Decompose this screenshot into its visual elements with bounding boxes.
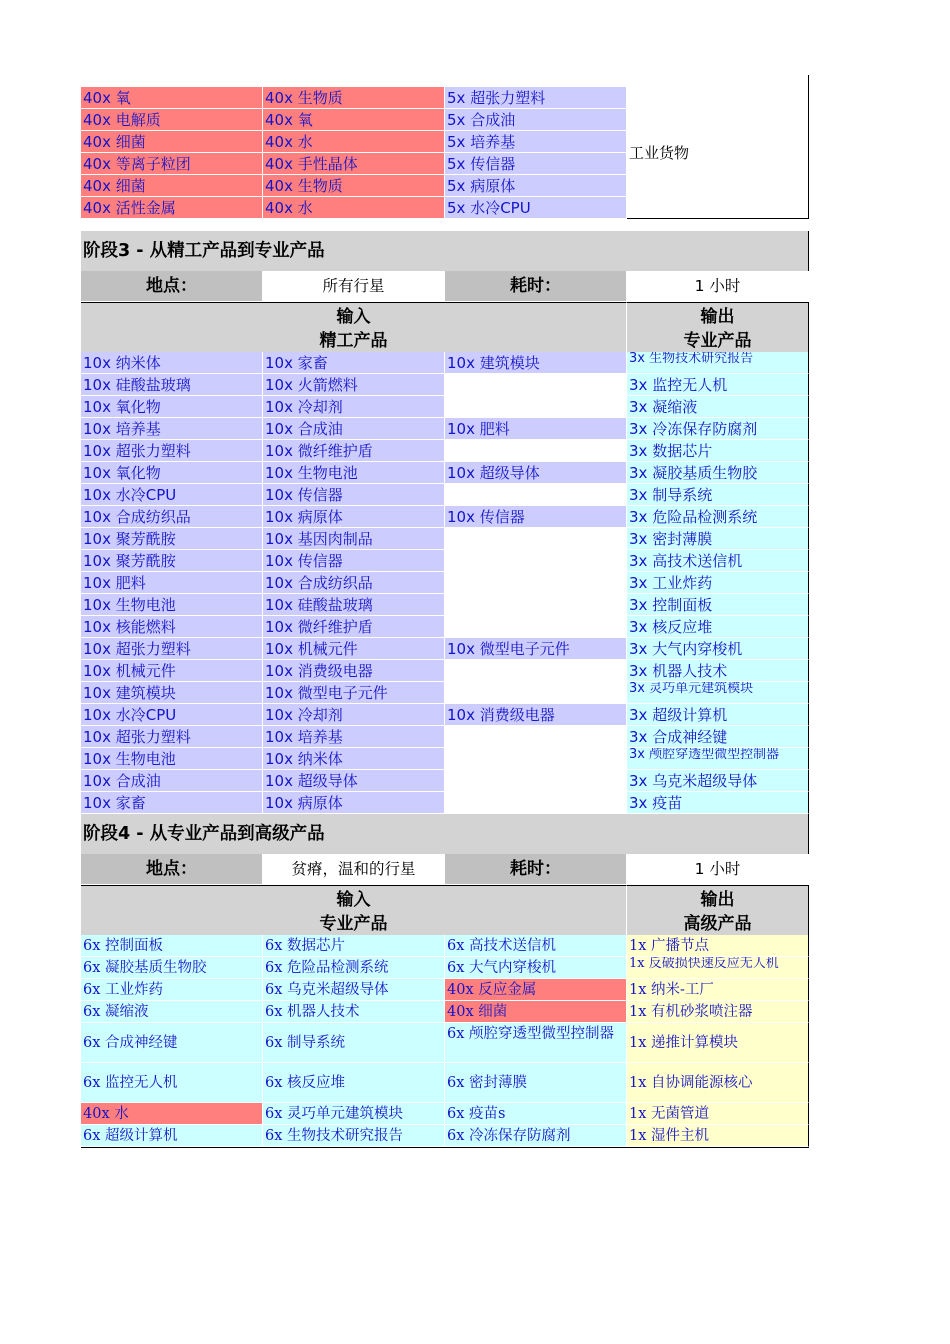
input-cell: 10x 超张力塑料: [81, 440, 263, 462]
stage4-title: 阶段4 - 从专业产品到高级产品: [81, 814, 809, 854]
input-cell: [445, 792, 627, 814]
input-cell: 10x 生物电池: [81, 594, 263, 616]
input-cell: 10x 家畜: [263, 352, 445, 374]
input-cell: 6x 颅腔穿透型微型控制器: [445, 1023, 627, 1063]
input-cell: 10x 火箭燃料: [263, 374, 445, 396]
input-cell: 6x 核反应堆: [263, 1063, 445, 1103]
time-value: 1 小时: [627, 271, 809, 302]
table-row: [81, 109, 627, 131]
input-cell: [445, 396, 627, 418]
table-row: [81, 979, 809, 1001]
input-cell: 10x 纳米体: [263, 748, 445, 770]
output-cell: 3x 高技术送信机: [627, 550, 809, 572]
output-header: [627, 302, 809, 352]
time-value: 1 小时: [627, 854, 809, 885]
input-cell: 6x 危险品检测系统: [263, 957, 445, 979]
input-cell: 10x 合成油: [81, 770, 263, 792]
input-cell: 10x 超级导体: [445, 462, 627, 484]
table-row: [81, 594, 809, 616]
input-cell: 6x 冷冻保存防腐剂: [445, 1125, 627, 1147]
input-cell: 10x 建筑模块: [81, 682, 263, 704]
input-cell: 10x 传信器: [263, 550, 445, 572]
input-cell: [445, 550, 627, 572]
input-cell: 40x 反应金属: [445, 979, 627, 1001]
time-label: 耗时：: [445, 271, 627, 302]
output-cell: 1x 递推计算模块: [627, 1023, 809, 1063]
location-label: 地点：: [81, 854, 263, 885]
cell: 40x 生物质: [263, 175, 445, 197]
input-cell: 10x 生物电池: [81, 748, 263, 770]
table-row: [81, 638, 809, 660]
stage2-block: [81, 87, 809, 219]
input-cell: 10x 纳米体: [81, 352, 263, 374]
output-cell: 3x 密封薄膜: [627, 528, 809, 550]
table-row: [81, 153, 627, 175]
output-cell: 1x 广播节点: [627, 935, 809, 957]
input-cell: 6x 合成神经键: [81, 1023, 263, 1063]
output-cell: 3x 生物技术研究报告: [627, 352, 809, 374]
input-cell: 10x 基因肉制品: [263, 528, 445, 550]
input-header: [81, 302, 627, 352]
input-cell: [445, 660, 627, 682]
cell: 40x 等离子粒团: [81, 153, 263, 175]
input-cell: 10x 微型电子元件: [445, 638, 627, 660]
cell: 40x 电解质: [81, 109, 263, 131]
input-cell: 10x 氧化物: [81, 462, 263, 484]
input-cell: 10x 微纤维护盾: [263, 616, 445, 638]
input-cell: 10x 核能燃料: [81, 616, 263, 638]
output-cell: 1x 反破损快速反应无人机: [627, 957, 809, 979]
output-cell: 3x 大气内穿梭机: [627, 638, 809, 660]
input-cell: 10x 家畜: [81, 792, 263, 814]
location-value: 贫瘠，温和的行星: [263, 854, 445, 885]
output-cell: 3x 超级计算机: [627, 704, 809, 726]
table-row: [81, 440, 809, 462]
input-cell: 6x 机器人技术: [263, 1001, 445, 1023]
table-row: [81, 175, 627, 197]
table-row: [81, 682, 809, 704]
input-cell: 10x 硅酸盐玻璃: [81, 374, 263, 396]
cell: 40x 氧: [263, 109, 445, 131]
location-value: 所有行星: [263, 271, 445, 302]
input-cell: [445, 484, 627, 506]
input-cell: [445, 594, 627, 616]
input-cell: [445, 726, 627, 748]
output-cell: 3x 工业炸药: [627, 572, 809, 594]
table-row: [81, 396, 809, 418]
table-row: [81, 748, 809, 770]
table-row: [81, 572, 809, 594]
input-cell: [445, 528, 627, 550]
table-row: [81, 87, 627, 109]
cell: 5x 传信器: [445, 153, 627, 175]
input-cell: 40x 细菌: [445, 1001, 627, 1023]
input-cell: [445, 748, 627, 770]
table-row: [81, 131, 627, 153]
input-cell: 6x 超级计算机: [81, 1125, 263, 1147]
output-cell: 3x 冷冻保存防腐剂: [627, 418, 809, 440]
output-cell: 3x 合成神经键: [627, 726, 809, 748]
table-row: [81, 1103, 809, 1125]
output-cell: 3x 危险品检测系统: [627, 506, 809, 528]
input-cell: [445, 682, 627, 704]
table-row: [81, 462, 809, 484]
input-cell: [445, 770, 627, 792]
stage3-title: 阶段3 - 从精工产品到专业产品: [81, 231, 809, 271]
input-cell: 10x 病原体: [263, 506, 445, 528]
input-cell: 10x 超级导体: [263, 770, 445, 792]
output-cell: 1x 无菌管道: [627, 1103, 809, 1125]
input-cell: 10x 合成纺织品: [263, 572, 445, 594]
cell: 5x 超张力塑料: [445, 87, 627, 109]
table-row: [81, 660, 809, 682]
input-cell: 10x 合成纺织品: [81, 506, 263, 528]
time-label: 耗时：: [445, 854, 627, 885]
output-subtitle: 高级产品: [683, 914, 752, 934]
input-cell: 6x 大气内穿梭机: [445, 957, 627, 979]
input-subtitle: 精工产品: [319, 331, 388, 351]
stage4-rows: [81, 935, 809, 1148]
cell: 5x 病原体: [445, 175, 627, 197]
output-cell: 3x 控制面板: [627, 594, 809, 616]
stage2-output-cell: 工业货物: [627, 75, 809, 219]
output-cell: 3x 灵巧单元建筑模块: [627, 682, 809, 704]
input-cell: 10x 硅酸盐玻璃: [263, 594, 445, 616]
stage4-header: [81, 885, 809, 935]
input-cell: 10x 聚芳酰胺: [81, 528, 263, 550]
input-cell: 6x 高技术送信机: [445, 935, 627, 957]
input-cell: 10x 机械元件: [81, 660, 263, 682]
table-row: [81, 935, 809, 957]
spreadsheet: [81, 87, 809, 1148]
cell: 40x 手性晶体: [263, 153, 445, 175]
table-row: [81, 550, 809, 572]
table-row: [81, 506, 809, 528]
input-cell: 40x 水: [81, 1103, 263, 1125]
table-row: [81, 1125, 809, 1147]
input-cell: 10x 氧化物: [81, 396, 263, 418]
table-row: [81, 197, 627, 219]
output-cell: 1x 自协调能源核心: [627, 1063, 809, 1103]
cell: 40x 氧: [81, 87, 263, 109]
input-cell: 6x 凝缩液: [81, 1001, 263, 1023]
stage3-meta-row: [81, 271, 809, 302]
output-cell: 3x 核反应堆: [627, 616, 809, 638]
table-row: [81, 1023, 809, 1063]
input-cell: 6x 控制面板: [81, 935, 263, 957]
input-header: [81, 885, 627, 935]
input-cell: 6x 生物技术研究报告: [263, 1125, 445, 1147]
input-cell: 10x 生物电池: [263, 462, 445, 484]
table-row: [81, 1001, 809, 1023]
output-cell: 3x 疫苗: [627, 792, 809, 814]
output-cell: 1x 有机砂浆喷注器: [627, 1001, 809, 1023]
table-row: [81, 726, 809, 748]
input-cell: 10x 聚芳酰胺: [81, 550, 263, 572]
cell: 5x 水冷CPU: [445, 197, 627, 219]
input-subtitle: 专业产品: [319, 914, 388, 934]
input-cell: 6x 密封薄膜: [445, 1063, 627, 1103]
output-cell: 3x 监控无人机: [627, 374, 809, 396]
table-row: [81, 352, 809, 374]
output-subtitle: 专业产品: [683, 331, 752, 351]
input-cell: 10x 合成油: [263, 418, 445, 440]
cell: 40x 细菌: [81, 131, 263, 153]
output-title: 输出: [700, 307, 735, 327]
cell: 5x 培养基: [445, 131, 627, 153]
stage3-header: [81, 302, 809, 352]
input-cell: 6x 数据芯片: [263, 935, 445, 957]
input-cell: 10x 微型电子元件: [263, 682, 445, 704]
input-cell: 6x 监控无人机: [81, 1063, 263, 1103]
input-cell: 6x 疫苗s: [445, 1103, 627, 1125]
output-cell: 3x 制导系统: [627, 484, 809, 506]
output-cell: 3x 颅腔穿透型微型控制器: [627, 748, 809, 770]
cell: 5x 合成油: [445, 109, 627, 131]
table-row: [81, 1063, 809, 1103]
input-cell: 10x 超张力塑料: [81, 638, 263, 660]
output-cell: 3x 数据芯片: [627, 440, 809, 462]
table-row: [81, 484, 809, 506]
cell: 40x 活性金属: [81, 197, 263, 219]
input-cell: 6x 灵巧单元建筑模块: [263, 1103, 445, 1125]
input-cell: 10x 消费级电器: [263, 660, 445, 682]
cell: 40x 水: [263, 131, 445, 153]
input-cell: 10x 培养基: [81, 418, 263, 440]
location-label: 地点：: [81, 271, 263, 302]
output-cell: 1x 湿件主机: [627, 1125, 809, 1147]
input-cell: 10x 肥料: [81, 572, 263, 594]
input-cell: 10x 超张力塑料: [81, 726, 263, 748]
input-cell: 10x 消费级电器: [445, 704, 627, 726]
input-cell: 10x 冷却剂: [263, 396, 445, 418]
output-header: [627, 885, 809, 935]
cell: 40x 细菌: [81, 175, 263, 197]
input-cell: 10x 传信器: [445, 506, 627, 528]
output-cell: 1x 纳米-工厂: [627, 979, 809, 1001]
input-cell: 6x 制导系统: [263, 1023, 445, 1063]
output-cell: 3x 机器人技术: [627, 660, 809, 682]
table-row: [81, 770, 809, 792]
input-cell: 10x 传信器: [263, 484, 445, 506]
input-cell: [445, 374, 627, 396]
input-cell: 10x 机械元件: [263, 638, 445, 660]
input-cell: 6x 乌克米超级导体: [263, 979, 445, 1001]
input-cell: 10x 水冷CPU: [81, 484, 263, 506]
cell: 40x 生物质: [263, 87, 445, 109]
output-title: 输出: [700, 890, 735, 910]
table-row: [81, 616, 809, 638]
output-cell: 3x 凝胶基质生物胶: [627, 462, 809, 484]
input-cell: 10x 病原体: [263, 792, 445, 814]
table-row: [81, 792, 809, 814]
table-row: [81, 528, 809, 550]
input-cell: [445, 616, 627, 638]
input-title: 输入: [336, 307, 371, 327]
output-cell: 3x 凝缩液: [627, 396, 809, 418]
table-row: [81, 957, 809, 979]
output-cell: 3x 乌克米超级导体: [627, 770, 809, 792]
table-row: [81, 374, 809, 396]
cell: 40x 水: [263, 197, 445, 219]
input-cell: 10x 微纤维护盾: [263, 440, 445, 462]
input-cell: 10x 肥料: [445, 418, 627, 440]
input-cell: 10x 培养基: [263, 726, 445, 748]
table-row: [81, 704, 809, 726]
input-cell: 10x 水冷CPU: [81, 704, 263, 726]
input-cell: 6x 凝胶基质生物胶: [81, 957, 263, 979]
table-row: [81, 418, 809, 440]
input-cell: 10x 冷却剂: [263, 704, 445, 726]
stage4-meta-row: [81, 854, 809, 885]
input-cell: 6x 工业炸药: [81, 979, 263, 1001]
stage3-rows: [81, 352, 809, 814]
input-title: 输入: [336, 890, 371, 910]
input-cell: [445, 440, 627, 462]
input-cell: 10x 建筑模块: [445, 352, 627, 374]
input-cell: [445, 572, 627, 594]
